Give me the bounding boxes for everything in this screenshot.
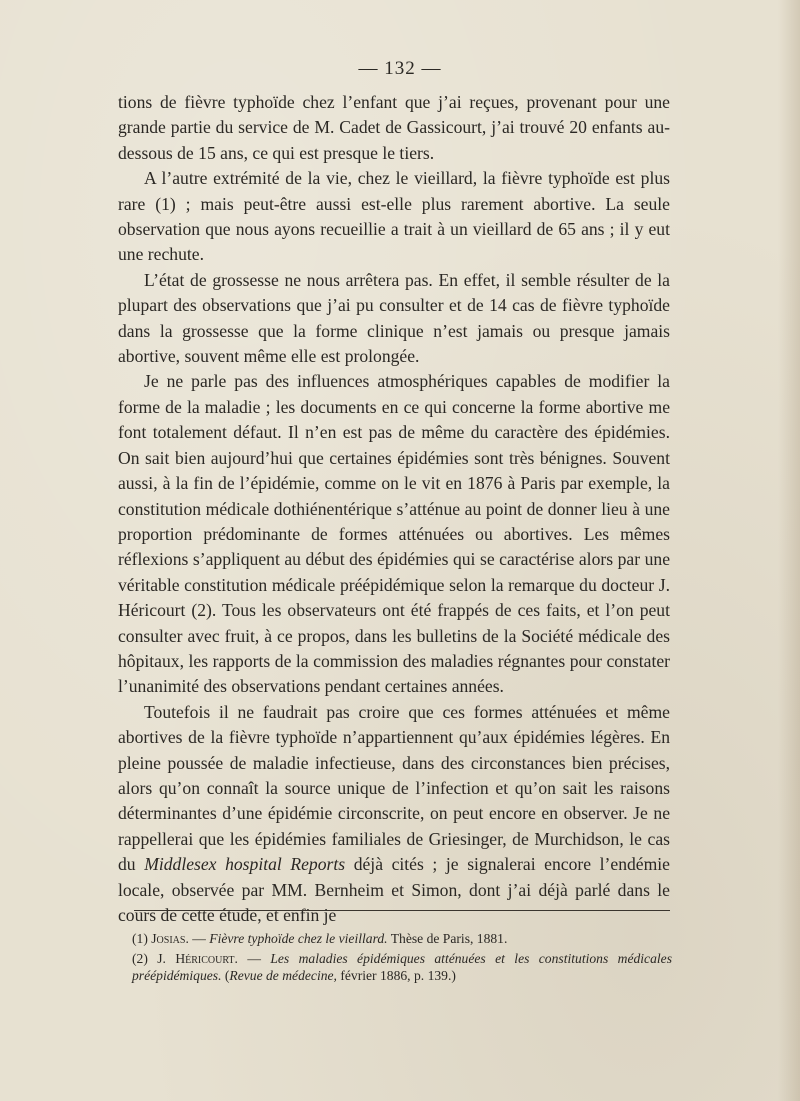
footnote-2-journal: Revue de médecine, xyxy=(229,968,337,984)
paragraph-2: A l’autre extrémité de la vie, chez le vieillard, la fièvre typhoïde est plus rare (1) ; mais peut-être aussi est-elle plus rarement abortive. La seule observation que nous ayons recueillie a trait à un vieillard de 65 ans ; il y eut une rechute. xyxy=(118,168,670,265)
paragraph-5 xyxy=(118,700,670,929)
body-text xyxy=(118,90,670,928)
footnote-2-author: J. Héricourt. xyxy=(157,950,238,966)
middlesex-reports-title: Middlesex hospital Reports xyxy=(144,854,346,875)
footnote-2-marker: (2) xyxy=(132,950,148,966)
footnote-divider xyxy=(134,910,670,911)
paragraph-1: tions de fièvre typhoïde chez l’enfant que j’ai reçues, provenant pour une grande partie du service de M. Cadet de Gassicourt, j’ai trouvé 20 enfants au-dessous de 15 ans, ce qui est presque le tiers. xyxy=(118,92,670,163)
footnote-2-title: Les maladies épidémiques atténuées et les constitutions médicales préépidémiques. xyxy=(132,950,672,984)
footnote-1 xyxy=(132,930,672,948)
paragraph-5-part-2: déjà cités ; je signalerai encore l’endémie locale, observée par MM. Bernheim et Simon, dont j’ai déjà parlé dans le cours de cette étude, et enfin je xyxy=(118,854,670,925)
page-edge-shadow xyxy=(778,0,800,1101)
paragraph-3: L’état de grossesse ne nous arrêtera pas. En effet, il semble résulter de la plupart des observations que j’ai pu consulter et de 14 cas de fièvre typhoïde dans la grossesse que la forme clinique n’est jamais ou presque jamais abortive, souvent même elle est prolongée. xyxy=(118,269,670,367)
paragraph-5-part-1: Toutefois il ne faudrait pas croire que ces formes atténuées et même abortives de la fièvre typhoïde n’appartiennent qu’aux épidémies légères. En pleine poussée de maladie infectieuse, dans des circonstances bien précises, alors qu’on connaît la source unique de l’infection et qu’on sait les raisons déterminantes d’une épidémie circonscrite, on peut encore en observer. Je ne rappellerai que les épidémies familiales de Griesinger, de Murchidson, le cas du xyxy=(118,701,670,875)
footnote-2-dash: — xyxy=(247,950,261,966)
paragraph-4: Je ne parle pas des influences atmosphériques capables de modifier la forme de la maladie ; les documents en ce qui concerne la forme abortive me font totalement défaut. Il n’en est pas de même du caractère des épidémies. On sait bien aujourd’hui que certaines épidémies sont très bénignes. Souvent aussi, à la fin de l’épidémie, comme on le vit en 1876 à Paris par exemple, la constitution médicale dothiénentérique s’atténue au point de donner lieu à une proportion prédominante de formes atténuées ou abortives. Les mêmes réflexions s’appliquent au début des épidémies qui se caractérise alors par une véritable constitution médicale préépidémique selon la remarque du docteur J. Héricourt (2). Tous les observateurs ont été frappés de ces faits, et l’on peut consulter avec fruit, à ce propos, dans les bulletins de la Société médicale des hôpitaux, les rapports de la commission des maladies régnantes pour constater l’unanimité des observations pendant certaines années. xyxy=(118,371,670,697)
footnote-1-title: Fièvre typhoïde chez le vieillard. xyxy=(209,931,388,946)
footnote-2-open-paren: ( xyxy=(224,968,230,984)
footnote-1-marker: (1) xyxy=(132,931,148,946)
footnote-1-rest: Thèse de Paris, 1881. xyxy=(390,931,508,946)
footnote-2 xyxy=(132,950,672,985)
footnote-1-author: Josias. xyxy=(151,931,189,946)
footnote-2-rest: février 1886, p. 139.) xyxy=(336,968,456,984)
footnotes xyxy=(132,930,672,987)
page-number: — 132 — xyxy=(358,58,442,79)
footnote-1-dash: — xyxy=(192,931,206,946)
